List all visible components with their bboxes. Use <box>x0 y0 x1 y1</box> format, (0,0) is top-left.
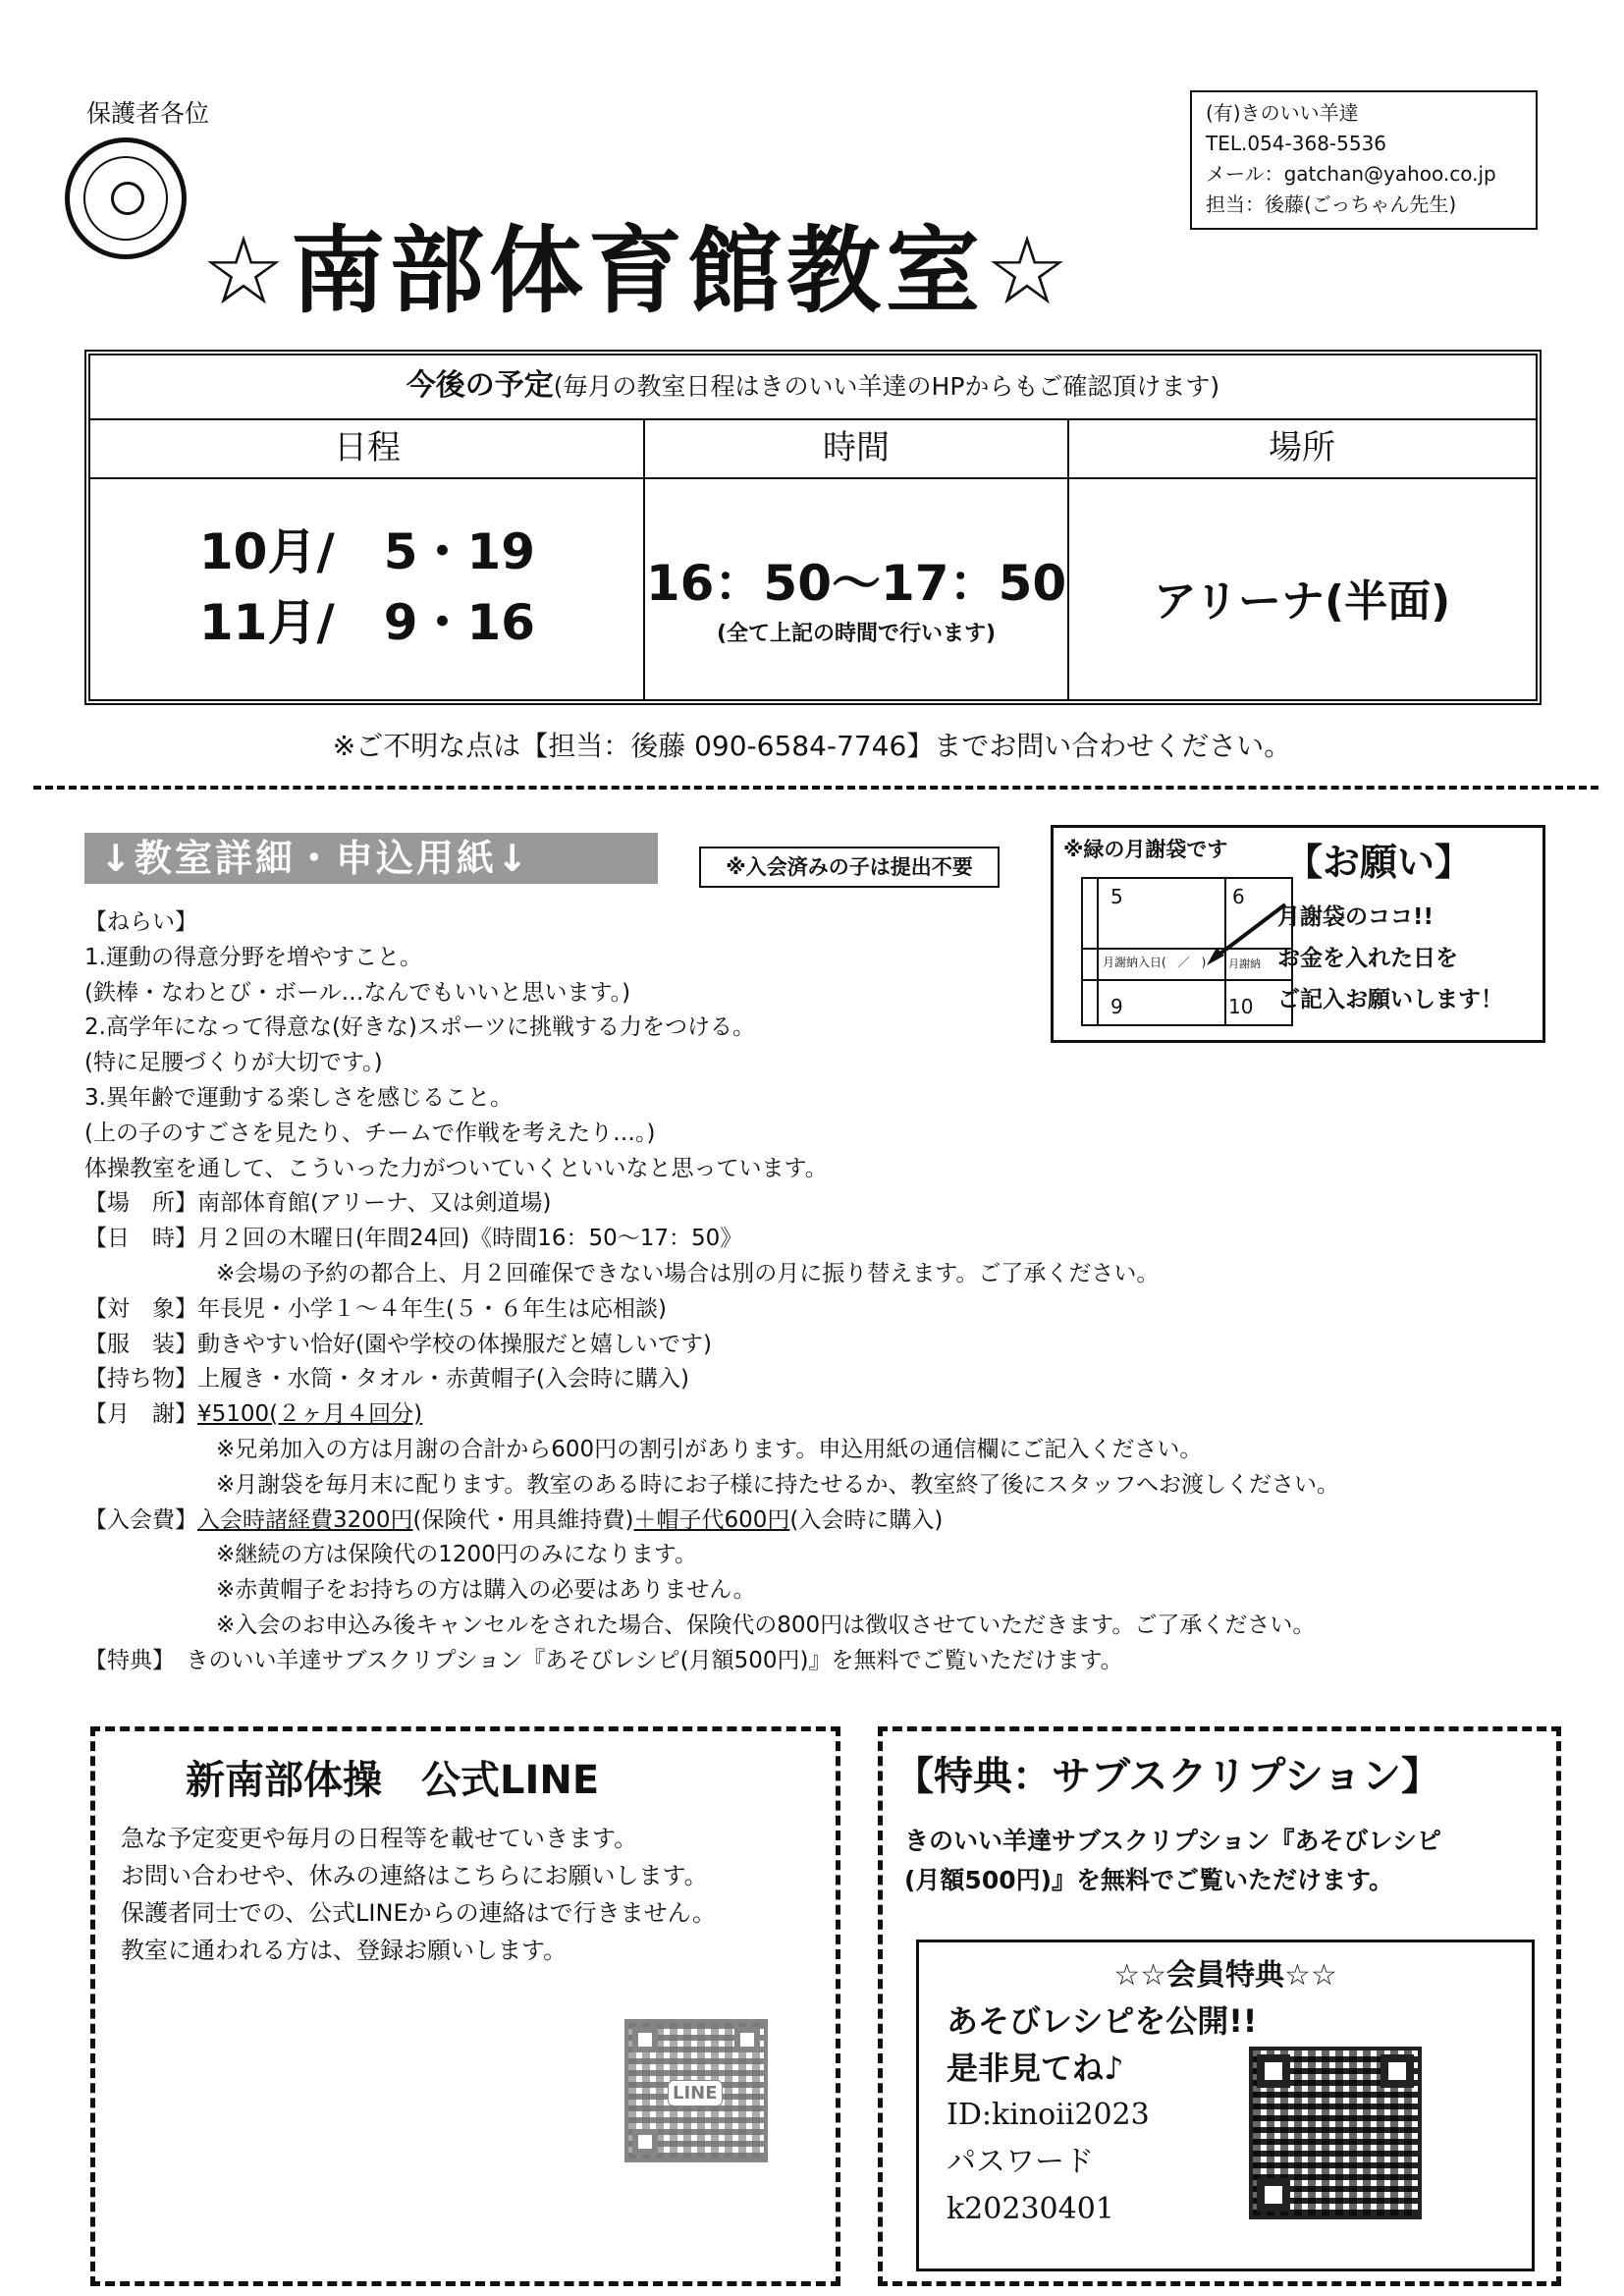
line-text: 保護者同士での、公式LINEからの連絡はで行きません。 <box>121 1899 717 1927</box>
member-qr-code[interactable] <box>1249 2047 1422 2219</box>
detail-place: 【場 所】南部体育館(アリーナ、又は剣道場) <box>84 1190 552 1217</box>
entry-heading: 【入会費】 <box>84 1506 197 1533</box>
subscription-line: (月額500円)』を無料でご覧いただけます。 <box>904 1866 1394 1894</box>
request-line: 月謝袋のココ!! <box>1277 904 1434 930</box>
contact-mail: メール：gatchan@yahoo.co.jp <box>1206 162 1496 186</box>
qr-finder <box>1257 2178 1290 2212</box>
schedule-heading <box>90 355 1536 420</box>
contact-tel: TEL.054-368-5536 <box>1206 132 1387 155</box>
envelope-cell-10: 10 <box>1228 995 1254 1018</box>
schedule-heading-bold: 今後の予定 <box>406 368 554 403</box>
qr-finder <box>1380 2054 1414 2088</box>
entry-cost: 入会時諸経費3200円 <box>197 1506 413 1533</box>
member-password: k20230401 <box>947 2192 1114 2226</box>
contact-box <box>1190 90 1538 230</box>
aim-heading: 【ねらい】 <box>84 909 197 935</box>
aim-2-note: (特に足腰づくりが大切です。) <box>84 1050 383 1076</box>
entry-hat: ＋帽子代600円 <box>633 1506 790 1533</box>
envelope-cell-6: 6 <box>1232 885 1245 908</box>
detail-datetime-note: ※会場の予約の都合上、月２回確保できない場合は別の月に振り替えます。ご了承ください。 <box>216 1260 1160 1286</box>
logo-stamp <box>65 137 187 259</box>
schedule-time <box>644 479 1068 699</box>
envelope-label: ※緑の月謝袋です <box>1063 838 1228 861</box>
qr-finder <box>734 2027 760 2052</box>
entry-hat-note: (入会時に購入) <box>789 1506 944 1533</box>
logo-inner-ring <box>83 156 168 241</box>
member-password-label: パスワード <box>947 2145 1094 2179</box>
time-range: 16：50〜17：50 <box>645 555 1067 612</box>
member-line: 是非見てね♪ <box>947 2050 1124 2087</box>
schedule-heading-note: (毎月の教室日程はきのいい羊達のHPからもご確認頂けます) <box>553 372 1220 401</box>
qr-finder <box>632 2027 658 2052</box>
line-qr-code[interactable] <box>624 2019 768 2162</box>
entry-cost-note: (保険代・用具維持費) <box>412 1506 634 1533</box>
subscription-title: 【特典：サブスクリプション】 <box>894 1754 1440 1799</box>
col-header-date: 日程 <box>90 418 644 479</box>
subscription-text <box>904 1822 1441 1900</box>
subscription-line: きのいい羊達サブスクリプション『あそびレシピ <box>904 1827 1441 1855</box>
date-november: 11月/ 9・16 <box>198 594 536 651</box>
line-text: 教室に通われる方は、登録お願いします。 <box>121 1937 568 1964</box>
member-title: ☆☆会員特典☆☆ <box>1113 1958 1337 1993</box>
aim-1-note: (鉄棒・なわとび・ボール…なんでもいいと思います。) <box>84 979 631 1006</box>
col-header-time: 時間 <box>644 418 1068 479</box>
fee-note: ※月謝袋を毎月末に配ります。教室のある時にお子様に持たせるか、教室終了後にスタッフへお渡しください。 <box>216 1471 1339 1498</box>
details-list <box>84 905 1577 1679</box>
schedule-dates <box>90 479 644 699</box>
envelope-cell-5: 5 <box>1110 885 1123 908</box>
detail-benefit: 【特典】 きのいい羊達サブスクリプション『あそびレシピ(月額500円)』を無料でご覧いただけます。 <box>84 1647 1123 1673</box>
detail-datetime: 【日 時】月２回の木曜日(年間24回)《時間16：50〜17：50》 <box>84 1226 743 1252</box>
inquiry-note: ※ご不明な点は【担当：後藤 090-6584-7746】までお問い合わせください。 <box>332 730 1292 762</box>
detail-target: 【対 象】年長児・小学１〜４年生(５・６年生は応相談) <box>84 1295 667 1322</box>
member-line: あそびレシピを公開!! <box>947 2002 1258 2040</box>
request-title: 【お願い】 <box>1285 841 1473 884</box>
qr-finder <box>1257 2054 1290 2088</box>
entry-note: ※入会のお申込み後キャンセルをされた場合、保険代の800円は徴収させていただきます。ご了承ください。 <box>216 1612 1316 1638</box>
envelope-field-right: 月謝納 <box>1228 957 1261 970</box>
time-note: (全て上記の時間で行います) <box>716 622 997 646</box>
aim-summary: 体操教室を通して、こういった力がついていくといいなと思っています。 <box>84 1155 828 1181</box>
page-title: ☆南部体育館教室☆ <box>201 216 1075 326</box>
line-official-box <box>90 1726 840 2286</box>
member-id: ID:kinoii2023 <box>947 2098 1150 2132</box>
fee-heading: 【月 謝】 <box>84 1401 197 1428</box>
aim-3: 3.異年齢で運動する楽しさを感じること。 <box>84 1084 513 1111</box>
line-title: 新南部体操 公式LINE <box>186 1758 600 1803</box>
line-text: お問い合わせや、休みの連絡はこちらにお願いします。 <box>121 1862 708 1889</box>
detail-clothes: 【服 装】動きやすい恰好(園や学校の体操服だと嬉しいです) <box>84 1331 712 1357</box>
entry-note: ※継続の方は保険代の1200円のみになります。 <box>216 1542 697 1568</box>
detail-entry <box>84 1503 1577 1539</box>
member-credentials <box>947 2092 1150 2233</box>
col-header-place: 場所 <box>1068 418 1536 479</box>
detail-fee <box>84 1397 1577 1433</box>
section-title-details: ↓教室詳細・申込用紙↓ <box>84 833 658 884</box>
aim-1: 1.運動の得意分野を増やすこと。 <box>84 944 422 970</box>
place-value: アリーナ(半面) <box>1153 576 1451 627</box>
schedule-table <box>84 350 1542 705</box>
contact-company: (有)きのいい羊達 <box>1206 101 1359 125</box>
request-line: お金を入れた日を <box>1277 946 1458 971</box>
member-benefit-box <box>916 1940 1535 2271</box>
subscription-box <box>878 1726 1561 2286</box>
envelope-cell-9: 9 <box>1110 995 1123 1018</box>
line-text: 急な予定変更や毎月の日程等を載せていきます。 <box>121 1825 638 1852</box>
aim-2: 2.高学年になって得意な(好きな)スポーツに挑戦する力をつける。 <box>84 1014 755 1041</box>
detail-items: 【持ち物】上履き・水筒・タオル・赤黄帽子(入会時に購入) <box>84 1366 689 1393</box>
line-qr-label: LINE <box>668 2080 723 2106</box>
entry-note: ※赤黄帽子をお持ちの方は購入の必要はありません。 <box>216 1577 756 1604</box>
schedule-place <box>1068 479 1536 699</box>
qr-finder <box>632 2129 658 2155</box>
envelope-date-field: 月謝納入日( ／ ) <box>1103 956 1207 969</box>
request-line: ご記入お願いします！ <box>1277 987 1503 1012</box>
no-need-badge: ※入会済みの子は提出不要 <box>699 847 1000 888</box>
cut-line <box>33 786 1598 790</box>
member-text <box>947 1997 1257 2092</box>
aim-3-note: (上の子のすごさを見たり、チームで作戦を考えたり…。) <box>84 1120 656 1146</box>
addressee: 保護者各位 <box>86 99 210 128</box>
fee-value: ¥5100(２ヶ月４回分) <box>197 1401 423 1428</box>
contact-person: 担当：後藤(ごっちゃん先生) <box>1206 192 1457 216</box>
date-october: 10月/ 5・19 <box>198 523 536 580</box>
line-body <box>121 1820 716 1969</box>
sheep-face-icon <box>111 182 144 215</box>
fee-note: ※兄弟加入の方は月謝の合計から600円の割引があります。申込用紙の通信欄にご記入ください。 <box>216 1436 1203 1462</box>
